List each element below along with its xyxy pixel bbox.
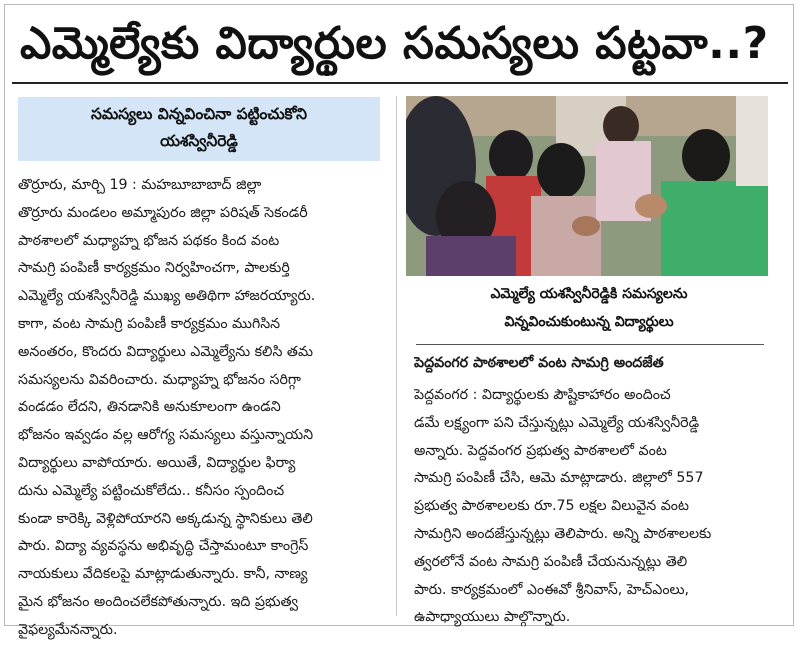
subheadline-line: యశస్వినీరెడ్డి (160, 132, 238, 150)
article-subheadline (18, 97, 380, 161)
article-headline: ఎమ్మెల్యేకు విద్యార్థుల సమస్యలు పట్టవా..? (20, 18, 769, 69)
body-line: సామగ్రి పంపిణీ చేసి, ఆమె మాట్లాడారు. జిల్లాలో 557 (414, 470, 704, 487)
body-line: కుండా కారెక్కి వెళ్లిపోయారని అక్కడున్న స్థానికులు తెలి (18, 510, 313, 527)
body-line: ఎమ్మెల్యే యశస్వినీరెడ్డి ముఖ్య అతిథిగా హాజరయ్యారు. (18, 288, 316, 305)
body-line: తొర్రూరు, మార్చి 19 : మహబూబాబాద్ జిల్లా (18, 177, 262, 193)
body-line: వండడం లేదని, తినడానికి అనుకూలంగా ఉండని (18, 399, 281, 416)
body-line: సామగ్రి పంపిణీ కార్యక్రమం నిర్వహించగా, పాలకుర్తి (18, 260, 290, 277)
body-line: పారు. విద్యా వ్యవస్థను అభివృద్ధి చేస్తామంటూ కాంగ్రెస్ (18, 538, 309, 555)
body-line: త్వరలోనే వంట సామగ్రి పంపిణీ చేయనున్నట్లు తెలి (414, 553, 688, 570)
right-column-body (414, 382, 770, 632)
body-line: పెద్దవంగర : విద్యార్థులకు పౌష్టికాహారం అందించ (414, 387, 671, 403)
body-line: ప్రభుత్వ పాఠశాలలకు రూ.75 లక్షల విలువైన వంట (414, 498, 689, 515)
body-line: దును ఎమ్మెల్యే పట్టించుకోలేదు.. కనీసం స్పందించ (18, 482, 285, 499)
body-line: విద్యార్థులు వాపోయారు. అయితే, విద్యార్థుల ఫిర్యా (18, 454, 296, 471)
body-line: భోజనం ఇవ్వడం వల్ల ఆరోగ్య సమస్యలు వస్తున్నాయని (18, 427, 314, 444)
body-line: సమస్యలను వివరించారు. మధ్యాహ్న భోజనం సరిగ్గా (18, 371, 301, 388)
body-line: డమే లక్ష్యంగా పని చేస్తున్నట్లు ఎమ్మెల్యే యశస్వినీరెడ్డి (414, 414, 700, 431)
caption-line: ఎమ్మెల్యే యశస్వినీరెడ్డికి సమస్యలను (490, 286, 688, 302)
body-line: అన్నారు. పెద్దవంగర ప్రభుత్వ పాఠశాలలో వంట (414, 442, 667, 459)
right-subheadline: పెద్దవంగర పాఠశాలలో వంట సామగ్రి అందజేత (414, 355, 664, 371)
body-line: పాఠశాలలో మధ్యాహ్న భోజన పథకం కింద వంట (18, 232, 280, 249)
left-column-body (18, 172, 384, 645)
photo-caption (410, 280, 768, 338)
headline-rule (12, 82, 788, 84)
news-photo (406, 96, 768, 276)
caption-line: విన్నవించుకుంటున్న విద్యార్థులు (504, 314, 674, 330)
body-line: అనంతరం, కొందరు విద్యార్థులు ఎమ్మెల్యేను కలిసి తమ (18, 343, 313, 360)
caption-rule (416, 344, 764, 345)
body-line: సామగ్రిని అందజేస్తున్నట్లు తెలిపారు. అన్ని పాఠశాలలకు (414, 525, 712, 542)
body-line: తొర్రూరు మండలం అమ్మాపురం జిల్లా పరిషత్ సెకండరీ (18, 204, 308, 221)
body-line: నాయకులు వేదికలపై మాట్లాడుతున్నారు. కానీ, నాణ్య (18, 566, 308, 583)
body-line: మైన భోజనం అందించలేకపోతున్నారు. ఇది ప్రభుత్వ (18, 593, 298, 610)
body-line: ఉపాధ్యాయులు పాల్గొన్నారు. (414, 609, 571, 626)
body-line: కాగా, వంట సామగ్రి పంపిణీ కార్యక్రమం ముగిసిన (18, 315, 281, 332)
subheadline-line: సమస్యలు విన్నవించినా పట్టించుకోని (90, 105, 308, 123)
column-divider (396, 96, 397, 616)
body-line: పారు. కార్యక్రమంలో ఎంఈవో శ్రీనివాస్, హెచ్ఎంలు, (414, 581, 690, 598)
body-line: వైఫల్యమేనన్నారు. (18, 621, 118, 638)
